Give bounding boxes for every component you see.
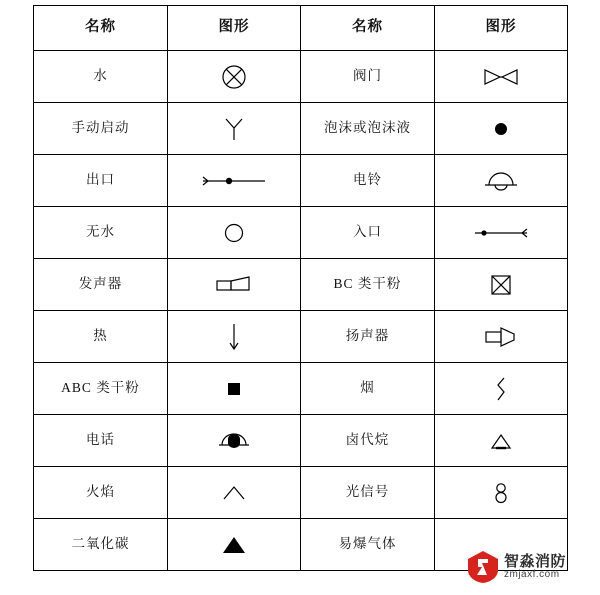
table-row (34, 363, 568, 415)
symbol-graphic (168, 103, 301, 155)
table-row (34, 51, 568, 103)
fire-symbol-table (33, 5, 568, 571)
watermark (466, 545, 598, 589)
symbol-name: 热 (34, 311, 168, 363)
symbol-graphic (435, 363, 568, 415)
symbol-name: 易爆气体 (301, 519, 435, 571)
symbol-graphic (168, 259, 301, 311)
down-arrow-icon (224, 327, 244, 344)
filled-triangle-icon (219, 535, 249, 552)
halon-triangle-icon (487, 431, 515, 448)
bowtie-valve-icon (479, 67, 523, 84)
symbol-name: 泡沫或泡沫液 (301, 103, 435, 155)
watermark-text (504, 554, 566, 580)
symbol-graphic (168, 519, 301, 571)
shield-flame-logo-icon (466, 550, 500, 584)
telephone-dome-icon (212, 431, 256, 448)
symbol-graphic (435, 259, 568, 311)
symbol-name: ABC 类干粉 (34, 363, 168, 415)
sounder-horn-icon (211, 275, 257, 292)
flame-caret-icon (218, 483, 250, 500)
symbol-graphic (435, 311, 568, 363)
symbol-graphic (435, 415, 568, 467)
symbol-name: 无水 (34, 207, 168, 259)
symbol-name: 烟 (301, 363, 435, 415)
watermark-title: 智淼消防 (504, 552, 567, 570)
header-symbol-right: 图形 (435, 6, 568, 51)
empty-circle-icon (221, 223, 247, 240)
filled-dot-icon (489, 119, 513, 136)
symbol-name: 卤代烷 (301, 415, 435, 467)
symbol-graphic (435, 467, 568, 519)
bell-dome-icon (479, 171, 523, 188)
symbol-graphic (168, 207, 301, 259)
watermark-url: zmjaxf.com (504, 568, 560, 580)
symbol-graphic (168, 155, 301, 207)
table-row (34, 311, 568, 363)
inlet-line-icon (471, 223, 531, 240)
header-symbol-left: 图形 (168, 6, 301, 51)
circle-x-cross-icon (219, 67, 249, 84)
exit-arrow-line-icon (199, 171, 269, 188)
symbol-name: 火焰 (34, 467, 168, 519)
symbol-graphic (168, 467, 301, 519)
table-row (34, 155, 568, 207)
symbol-graphic (168, 415, 301, 467)
symbol-graphic (168, 51, 301, 103)
table-row (34, 467, 568, 519)
symbol-graphic (435, 51, 568, 103)
table-row (34, 103, 568, 155)
symbol-name: 光信号 (301, 467, 435, 519)
symbol-name: 发声器 (34, 259, 168, 311)
symbol-graphic (435, 103, 568, 155)
symbol-name: 水 (34, 51, 168, 103)
symbol-name: 电话 (34, 415, 168, 467)
symbol-name: 二氧化碳 (34, 519, 168, 571)
smoke-zigzag-icon (491, 379, 511, 396)
header-name-left: 名称 (34, 6, 168, 51)
header-name-right: 名称 (301, 6, 435, 51)
table-header-row (34, 6, 568, 51)
symbol-graphic (435, 207, 568, 259)
light-signal-8-icon (491, 483, 511, 500)
table-row (34, 207, 568, 259)
symbol-graphic (168, 363, 301, 415)
symbol-legend-sheet (0, 5, 600, 595)
symbol-graphic (168, 311, 301, 363)
square-x-cross-icon (488, 275, 514, 292)
symbol-name: 出口 (34, 155, 168, 207)
symbol-graphic (435, 155, 568, 207)
table-row (34, 259, 568, 311)
loudspeaker-icon (478, 327, 524, 344)
symbol-name: 扬声器 (301, 311, 435, 363)
filled-square-icon (222, 379, 246, 396)
symbol-name: 入口 (301, 207, 435, 259)
symbol-name: 阀门 (301, 51, 435, 103)
table-row (34, 415, 568, 467)
symbol-name: 手动启动 (34, 103, 168, 155)
symbol-name: 电铃 (301, 155, 435, 207)
manual-start-y-icon (220, 119, 248, 136)
symbol-name: BC 类干粉 (301, 259, 435, 311)
